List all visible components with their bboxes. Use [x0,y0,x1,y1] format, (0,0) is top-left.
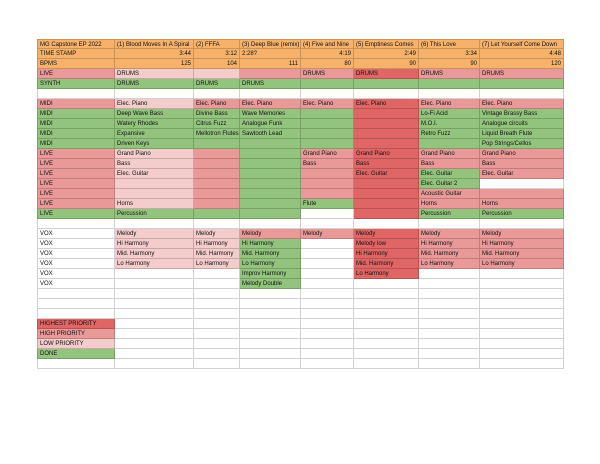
bpms-row [37,59,564,69]
table-cell[interactable]: Lo Harmony [194,259,240,269]
table-cell[interactable]: Melody low [354,239,419,249]
table-row [37,149,564,159]
table-cell[interactable] [354,349,419,359]
table-cell[interactable] [301,209,354,219]
table-cell[interactable]: Flute [301,199,354,209]
table-cell[interactable] [480,349,564,359]
table-cell[interactable]: Mid. Harmony [419,249,480,259]
table-cell[interactable] [301,179,354,189]
table-row [37,219,564,229]
table-cell[interactable] [301,109,354,119]
table-cell[interactable]: Bass [301,159,354,169]
table-cell[interactable] [240,139,301,149]
table-cell[interactable] [419,319,480,329]
table-cell[interactable] [301,139,354,149]
table-cell[interactable]: 111 [240,59,301,69]
table-cell[interactable] [194,329,240,339]
table-cell[interactable] [240,309,301,319]
table-cell[interactable] [194,169,240,179]
table-cell[interactable] [354,199,419,209]
table-cell[interactable]: Lo Harmony [115,259,194,269]
table-cell[interactable] [115,189,194,199]
table-row [37,279,564,289]
table-row [37,289,564,299]
row-label-cell[interactable]: MG Capstone EP 2022 [37,39,115,49]
table-cell[interactable]: (4) Five and Nine [301,39,354,49]
row-label-cell[interactable] [37,359,115,369]
table-cell[interactable]: Melody [115,229,194,239]
table-cell[interactable]: Mid. Harmony [115,249,194,259]
table-cell[interactable] [419,279,480,289]
table-cell[interactable] [354,129,419,139]
table-cell[interactable] [419,139,480,149]
table-row [37,169,564,179]
table-cell[interactable] [240,189,301,199]
table-cell[interactable]: Lo Harmony [419,259,480,269]
table-cell[interactable] [480,179,564,189]
row-label-cell[interactable]: LIVE [37,209,115,219]
table-cell[interactable]: Analogue Funk [240,119,301,129]
table-cell[interactable]: Melody [240,229,301,239]
row-label-cell[interactable]: LIVE [37,199,115,209]
table-row [37,89,564,99]
table-cell[interactable] [354,139,419,149]
table-cell[interactable]: 4:48 [480,49,564,59]
table-cell[interactable]: Bass [354,159,419,169]
table-cell[interactable] [194,349,240,359]
table-cell[interactable] [194,319,240,329]
table-cell[interactable] [240,169,301,179]
table-cell[interactable]: Mid. Harmony [240,249,301,259]
table-cell[interactable]: Driven Keys [115,139,194,149]
table-cell[interactable] [419,219,480,229]
table-cell[interactable] [194,209,240,219]
table-cell[interactable]: (6) This Love [419,39,480,49]
table-cell[interactable]: Hi Harmony [240,239,301,249]
row-label-cell[interactable]: MIDI [37,109,115,119]
table-row [37,319,564,329]
table-cell[interactable]: Elec. Piano [240,99,301,109]
table-cell[interactable] [301,89,354,99]
table-cell[interactable]: Melody [301,229,354,239]
table-cell[interactable] [301,189,354,199]
table-cell[interactable]: Bass [115,159,194,169]
row-label-cell[interactable]: VOX [37,259,115,269]
table-cell[interactable] [194,179,240,189]
table-row [37,99,564,109]
table-cell[interactable] [240,209,301,219]
table-cell[interactable]: Elec. Piano [194,99,240,109]
table-row [37,229,564,239]
table-cell[interactable]: 120 [480,59,564,69]
table-cell[interactable] [194,139,240,149]
table-cell[interactable]: (3) Deep Blue (remix) [240,39,301,49]
table-cell[interactable]: Percussion [115,209,194,219]
table-cell[interactable]: Melody [419,229,480,239]
table-cell[interactable]: Hi Harmony [354,249,419,259]
table-cell[interactable]: Melody [480,229,564,239]
row-label-cell[interactable]: VOX [37,269,115,279]
table-cell[interactable]: Analogue circuits [480,119,564,129]
table-cell[interactable]: DRUMS [194,79,240,89]
table-cell[interactable] [194,279,240,289]
table-cell[interactable] [115,359,194,369]
table-cell[interactable]: Vintage Brassy Bass [480,109,564,119]
table-cell[interactable]: Watery Rhodes [115,119,194,129]
row-label-cell[interactable]: SYNTH [37,79,115,89]
row-label-cell[interactable] [37,219,115,229]
table-cell[interactable] [194,269,240,279]
table-cell[interactable] [354,279,419,289]
table-cell[interactable] [419,329,480,339]
table-cell[interactable]: Lo Harmony [480,259,564,269]
table-cell[interactable]: DRUMS [480,69,564,79]
table-cell[interactable] [301,299,354,309]
table-cell[interactable] [354,309,419,319]
table-cell[interactable]: Mid. Harmony [194,249,240,259]
table-cell[interactable] [194,219,240,229]
table-cell[interactable]: 4:19 [301,49,354,59]
table-cell[interactable]: DRUMS [115,69,194,79]
table-cell[interactable] [354,319,419,329]
table-cell[interactable]: 2:49 [354,49,419,59]
table-cell[interactable]: Lo-Fi Acid [419,109,480,119]
table-cell[interactable]: Mellotron Flutes [196,131,239,137]
table-cell[interactable]: Melody [354,229,419,239]
table-cell[interactable]: 3:12 [194,49,240,59]
table-cell[interactable]: Elec. Guitar [354,169,419,179]
table-cell[interactable] [194,69,240,79]
table-cell[interactable]: M.O.I. [419,119,480,129]
table-cell[interactable]: Divine Bass [194,109,240,119]
table-cell[interactable] [301,129,354,139]
table-cell[interactable] [354,119,419,129]
table-cell[interactable] [419,349,480,359]
table-row [37,259,564,269]
row-label-cell[interactable]: LIVE [37,69,115,79]
table-row [37,199,564,209]
table-cell[interactable] [480,299,564,309]
table-cell[interactable]: (1) Blood Moves In A Spiral [115,39,194,49]
table-cell[interactable]: Elec. Guitar [419,169,480,179]
row-label-cell[interactable]: VOX [37,279,115,289]
table-cell[interactable]: Grand Piano [480,149,564,159]
table-cell[interactable] [301,269,354,279]
table-cell[interactable] [194,339,240,349]
table-cell[interactable]: Acoustic Guitar [419,189,480,199]
table-cell[interactable]: 3:44 [115,49,194,59]
row-label-cell[interactable]: VOX [37,249,115,259]
spreadsheet-grid [37,39,564,369]
table-row [37,359,564,369]
row-label-cell[interactable]: LIVE [37,159,115,169]
table-cell[interactable] [354,109,419,119]
table-cell[interactable]: (7) Let Yourself Come Down [480,39,564,49]
row-label-cell[interactable]: VOX [37,239,115,249]
table-cell[interactable] [115,179,194,189]
row-label-cell[interactable]: MIDI [37,119,115,129]
table-cell[interactable] [354,189,419,199]
table-cell[interactable] [240,349,301,359]
table-row [37,309,564,319]
table-row [37,189,564,199]
table-cell[interactable] [194,149,240,159]
table-cell[interactable]: Hi Harmony [419,239,480,249]
table-cell[interactable] [301,359,354,369]
table-cell[interactable] [480,79,564,89]
table-cell[interactable]: Citrus Fuzz [194,119,240,129]
table-cell[interactable] [240,69,301,79]
table-cell[interactable] [240,339,301,349]
row-label-cell[interactable]: HIGH PRIORITY [37,329,115,339]
table-cell[interactable] [354,79,419,89]
table-cell[interactable] [194,159,240,169]
table-cell[interactable]: 90 [419,59,480,69]
table-cell[interactable]: Horns [115,199,194,209]
table-cell[interactable] [354,359,419,369]
table-row [37,329,564,339]
row-label-cell[interactable]: BPMS [37,59,115,69]
table-cell[interactable]: DRUMS [419,69,480,79]
table-cell[interactable] [419,289,480,299]
table-cell[interactable] [480,339,564,349]
table-cell[interactable] [115,319,194,329]
table-cell[interactable]: Elec. Piano [301,99,354,109]
table-cell[interactable] [419,339,480,349]
table-row [37,339,564,349]
table-cell[interactable] [354,209,419,219]
table-cell[interactable] [115,309,194,319]
table-cell[interactable] [480,359,564,369]
table-cell[interactable]: Grand Piano [115,149,194,159]
row-label-cell[interactable]: TIME STAMP [37,49,115,59]
table-row [37,119,564,129]
table-row [37,249,564,259]
table-cell[interactable] [115,219,194,229]
table-cell[interactable] [480,219,564,229]
row-label-cell[interactable] [37,309,115,319]
table-cell[interactable] [354,299,419,309]
table-cell[interactable] [419,299,480,309]
table-cell[interactable] [301,289,354,299]
table-row [37,209,564,219]
row-label-cell[interactable]: DONE [37,349,115,359]
table-cell[interactable] [301,339,354,349]
table-cell[interactable] [240,219,301,229]
table-cell[interactable]: Lo Harmony [354,269,419,279]
table-cell[interactable] [301,329,354,339]
table-cell[interactable] [240,359,301,369]
table-row [37,269,564,279]
table-cell[interactable]: Bass [480,159,564,169]
table-cell[interactable] [115,279,194,289]
table-cell[interactable] [480,89,564,99]
table-row [37,129,564,139]
table-cell[interactable] [419,79,480,89]
table-cell[interactable] [240,329,301,339]
row-label-cell[interactable]: LIVE [37,179,115,189]
table-cell[interactable] [301,239,354,249]
table-cell[interactable]: Percussion [419,209,480,219]
table-row [37,69,564,79]
table-cell[interactable] [354,289,419,299]
table-cell[interactable] [354,179,419,189]
table-cell[interactable] [240,319,301,329]
table-cell[interactable] [301,79,354,89]
table-cell[interactable] [480,319,564,329]
row-label-cell[interactable]: LIVE [37,169,115,179]
table-cell[interactable]: DRUMS [115,79,194,89]
table-cell[interactable] [194,89,240,99]
table-cell[interactable] [354,89,419,99]
table-cell[interactable]: Improv Harmony [240,269,301,279]
row-label-cell[interactable]: LOW PRIORITY [37,339,115,349]
table-cell[interactable] [480,269,564,279]
table-cell[interactable]: DRUMS [301,69,354,79]
table-cell[interactable] [419,359,480,369]
table-cell[interactable]: Grand Piano [419,149,480,159]
table-cell[interactable] [419,269,480,279]
table-cell[interactable]: Elec. Piano [354,99,419,109]
table-cell[interactable] [115,349,194,359]
header-row [37,39,564,49]
row-label-cell[interactable]: MIDI [37,129,115,139]
table-row [37,109,564,119]
table-cell[interactable] [240,159,301,169]
table-cell[interactable]: 3:34 [419,49,480,59]
table-cell[interactable]: Liquid Breath Flute [480,129,564,139]
row-label-cell[interactable]: VOX [37,229,115,239]
table-cell[interactable]: Elec. Piano [115,99,194,109]
table-cell[interactable]: Mid. Harmony [354,259,419,269]
table-cell[interactable]: Bass [419,159,480,169]
row-label-cell[interactable]: MIDI [37,99,115,109]
row-label-cell[interactable] [37,289,115,299]
table-cell[interactable] [301,319,354,329]
table-cell[interactable] [115,89,194,99]
table-cell[interactable]: Elec. Piano [480,99,564,109]
table-cell[interactable] [240,89,301,99]
table-cell[interactable] [115,289,194,299]
row-label-cell[interactable]: HIGHEST PRIORITY [37,319,115,329]
timestamp-row [37,49,564,59]
table-cell[interactable]: Sawtooth Lead [240,129,301,139]
table-cell[interactable] [301,169,354,179]
table-cell[interactable] [354,339,419,349]
table-cell[interactable]: 80 [301,59,354,69]
table-cell[interactable] [115,299,194,309]
table-cell[interactable]: Expansive [115,129,194,139]
table-cell[interactable] [240,289,301,299]
table-cell[interactable] [419,309,480,319]
row-label-cell[interactable] [37,299,115,309]
table-cell[interactable]: Grand Piano [301,149,354,159]
table-cell[interactable]: (5) Emptiness Comes [354,39,419,49]
table-row [37,79,564,89]
table-cell[interactable] [194,199,240,209]
table-cell[interactable]: Elec. Piano [419,99,480,109]
table-cell[interactable] [301,349,354,359]
table-row [37,299,564,309]
row-label-cell[interactable]: LIVE [37,189,115,199]
row-label-cell[interactable]: LIVE [37,149,115,159]
table-cell[interactable] [240,299,301,309]
table-row [37,139,564,149]
table-cell[interactable] [194,299,240,309]
table-cell[interactable]: Horns [480,199,564,209]
table-cell[interactable] [115,329,194,339]
table-cell[interactable] [301,279,354,289]
table-cell[interactable]: Retro Fuzz [419,129,480,139]
table-cell[interactable]: Hi Harmony [194,239,240,249]
table-cell[interactable] [301,309,354,319]
table-cell[interactable]: Horns [419,199,480,209]
table-cell[interactable] [301,249,354,259]
table-cell[interactable] [240,199,301,209]
table-cell[interactable]: 90 [354,59,419,69]
row-label-cell[interactable] [37,89,115,99]
table-cell[interactable] [301,259,354,269]
table-cell[interactable] [419,89,480,99]
table-row [37,239,564,249]
table-cell[interactable] [480,309,564,319]
table-cell[interactable]: Deep Wave Bass [115,109,194,119]
table-cell[interactable] [240,149,301,159]
table-cell[interactable] [480,189,564,199]
table-cell[interactable] [115,339,194,349]
table-cell[interactable]: Melody [194,229,240,239]
table-cell[interactable]: 104 [194,59,240,69]
table-cell[interactable]: Grand Piano [354,149,419,159]
table-cell[interactable]: Melody Double [240,279,301,289]
table-cell[interactable]: Elec. Guitar [115,169,194,179]
table-cell[interactable] [301,119,354,129]
row-label-cell[interactable]: MIDI [37,139,115,149]
table-cell[interactable] [480,329,564,339]
table-cell[interactable]: 125 [115,59,194,69]
table-row [37,179,564,189]
table-cell[interactable]: DRUMS [240,79,301,89]
table-cell[interactable] [354,219,419,229]
table-cell[interactable] [194,309,240,319]
table-cell[interactable] [115,269,194,279]
table-cell[interactable]: Percussion [480,209,564,219]
table-cell[interactable] [480,289,564,299]
table-cell[interactable] [194,289,240,299]
table-cell[interactable]: Hi Harmony [115,239,194,249]
table-cell[interactable]: Lo Harmony [240,259,301,269]
table-cell[interactable]: DRUMS [354,69,419,79]
table-cell[interactable]: (2) FFFA [194,39,240,49]
table-cell[interactable]: Mid. Harmony [480,249,564,259]
table-row [37,349,564,359]
table-row [37,159,564,169]
table-cell[interactable] [354,329,419,339]
table-cell[interactable]: 2:28? [240,49,301,59]
table-cell[interactable]: Hi Harmony [480,239,564,249]
table-cell[interactable]: Pop Strings/Cellos [480,139,564,149]
table-cell[interactable] [480,279,564,289]
table-cell[interactable] [194,359,240,369]
table-cell[interactable]: Wave Memories [240,109,301,119]
table-cell[interactable]: Elec. Guitar [480,169,564,179]
table-cell[interactable]: Elec. Guitar 2 [419,179,480,189]
table-cell[interactable] [301,219,354,229]
table-cell[interactable] [194,189,240,199]
table-cell[interactable] [240,179,301,189]
